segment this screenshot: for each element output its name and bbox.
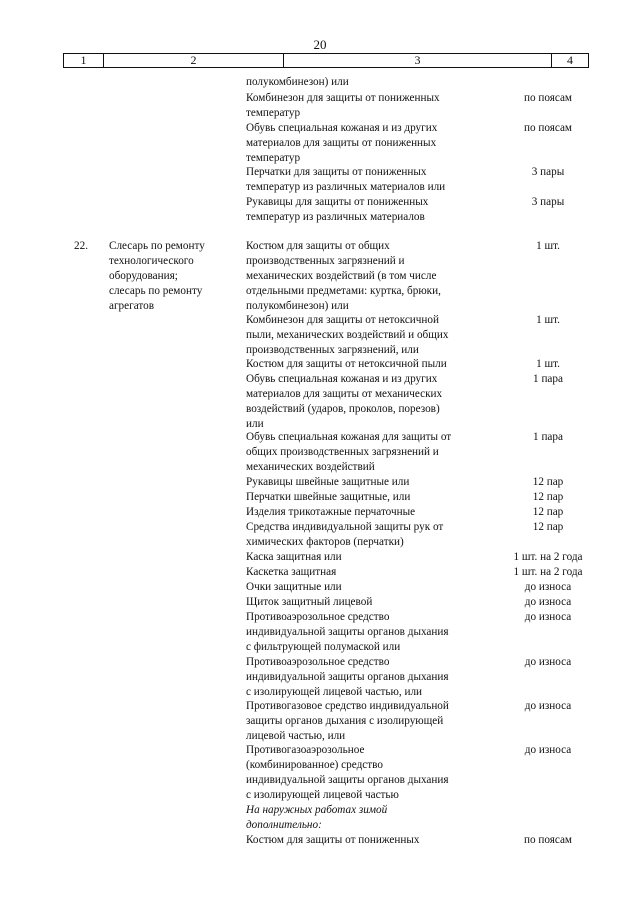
item-quantity: 1 шт. (536, 358, 560, 370)
item-quantity: 3 пары (531, 166, 565, 178)
item-quantity: 3 пары (531, 196, 565, 208)
item-description: Противогазовое средство индивидуальной защиты органов дыхания с изолирующей лицевой частью, или (246, 700, 449, 742)
page-number: 20 (313, 37, 327, 52)
table-header (63, 53, 589, 68)
item-description: Костюм для защиты от общих производственных загрязнений и механических воздействий (в том числе отдельными предметами: куртка, брюки, полукомбинезон) или (246, 240, 441, 312)
column-header-3: 3 (284, 54, 552, 67)
item-quantity: 12 пар (532, 476, 564, 488)
item-description: Щиток защитный лицевой (246, 596, 373, 608)
item-description: Костюм для защиты от нетоксичной пыли (246, 358, 447, 370)
item-description: Обувь специальная кожаная для защиты от общих производственных загрязнений и механических воздействий (246, 431, 452, 473)
item-quantity: 12 пар (532, 491, 564, 503)
item-quantity: 1 шт. на 2 года (513, 551, 583, 563)
item-quantity: до износа (524, 581, 572, 593)
item-quantity: 1 пара (533, 373, 563, 385)
item-description: Костюм для защиты от пониженных (246, 834, 420, 846)
item-description: Изделия трикотажные перчаточные (246, 506, 416, 518)
item-quantity: до износа (524, 596, 572, 608)
item-description: Средства индивидуальной защиты рук от химических факторов (перчатки) (246, 521, 444, 548)
winter-note: На наружных работах зимой дополнительно: (246, 804, 388, 831)
item-quantity: 1 шт. (536, 240, 560, 252)
item-quantity: по поясам (523, 122, 573, 134)
item-quantity: 12 пар (532, 521, 564, 533)
item-quantity: по поясам (523, 834, 573, 846)
item-quantity: 1 шт. на 2 года (513, 566, 583, 578)
item-description: Обувь специальная кожаная и из других материалов для защиты от пониженных температур (246, 122, 438, 164)
item-quantity: до износа (524, 744, 572, 756)
job-title: Слесарь по ремонту технологического оборудования; слесарь по ремонту агрегатов (109, 240, 205, 312)
item-description: полукомбинезон) или (246, 76, 349, 88)
item-description: Противогазоаэрозольное (комбинированное) средство индивидуальной защиты органов дыхания с изолирующей лицевой частью (246, 744, 449, 801)
item-quantity: 1 пара (533, 431, 563, 443)
item-description: Комбинезон для защиты от нетоксичной пыли, механических воздействий и общих производственных загрязнений, или (246, 314, 449, 356)
row-number: 22. (74, 240, 88, 252)
item-description: Рукавицы швейные защитные или (246, 476, 410, 488)
item-description: Обувь специальная кожаная и из других материалов для защиты от механических воздействий (ударов, проколов, порезов) или (246, 373, 443, 430)
column-header-1: 1 (64, 54, 104, 67)
item-description: Рукавицы для защиты от пониженных температур из различных материалов (246, 196, 429, 223)
item-description: Комбинезон для защиты от пониженных температур (246, 92, 440, 119)
item-quantity: по поясам (523, 92, 573, 104)
item-description: Очки защитные или (246, 581, 342, 593)
item-description: Противоаэрозольное средство индивидуальной защиты органов дыхания с фильтрующей полумаской или (246, 611, 449, 653)
column-header-4: 4 (567, 53, 573, 67)
column-header-2: 2 (104, 54, 284, 67)
item-quantity: до износа (524, 656, 572, 668)
item-quantity: до износа (524, 700, 572, 712)
item-description: Перчатки швейные защитные, или (246, 491, 411, 503)
item-quantity: 1 шт. (536, 314, 560, 326)
item-description: Противоаэрозольное средство индивидуальной защиты органов дыхания с изолирующей лицевой частью, или (246, 656, 449, 698)
item-description: Каскетка защитная (246, 566, 337, 578)
item-description: Каска защитная или (246, 551, 342, 563)
item-quantity: 12 пар (532, 506, 564, 518)
item-quantity: до износа (524, 611, 572, 623)
item-description: Перчатки для защиты от пониженных температур из различных материалов или (246, 166, 446, 193)
